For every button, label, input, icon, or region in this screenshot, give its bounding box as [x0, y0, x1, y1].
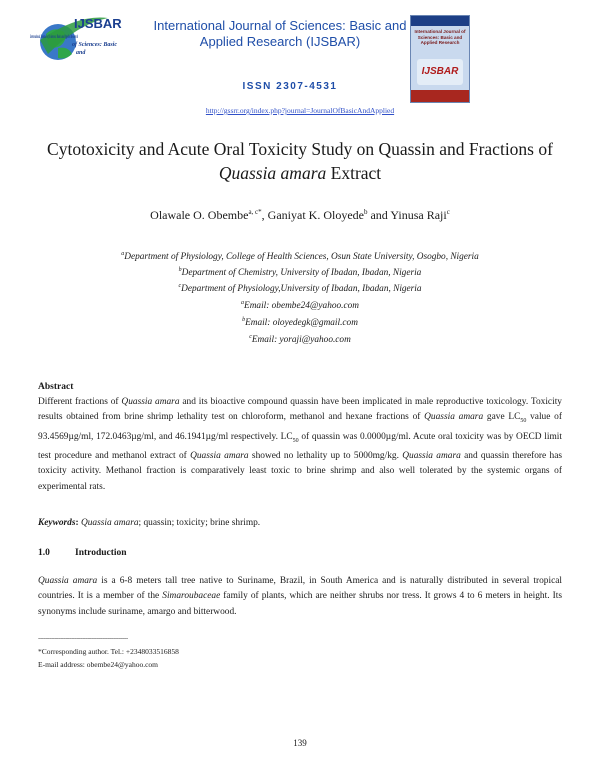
cover-top-band	[411, 16, 469, 26]
keywords	[38, 516, 562, 531]
abstract-body	[38, 395, 562, 495]
intro-text: is a 6-8 meters tall tree native to Suriname, Brazil, in South America and is naturally distributed in several tropical countries. It is a member of the	[38, 576, 562, 602]
author-sep: ,	[261, 208, 268, 222]
lc50-subscript: 50	[292, 437, 299, 444]
affil-text: Department of Physiology, College of Health Sciences, Osun State University, Osogbo, Nigeria	[124, 252, 479, 263]
abstract-species: Quassia amara	[121, 397, 180, 407]
author-sep: and	[367, 208, 391, 222]
title-suffix: Extract	[326, 163, 382, 183]
affil-sup: b	[242, 317, 246, 323]
cover-mark: IJSBAR	[417, 59, 463, 85]
author-3: Yinusa Raji	[390, 208, 447, 222]
affil-sup: a	[241, 300, 245, 306]
paper-title	[30, 137, 570, 185]
affil-sup: c	[178, 283, 182, 289]
corresponding-author-note: *Corresponding author. Tel.: +2348033516858	[38, 647, 179, 656]
journal-url-link[interactable]: http://gssrr.org/index.php?journal=JournalOfBasicAndApplied	[205, 106, 395, 115]
keywords-label: Keywords	[38, 518, 76, 528]
svg-text:of Sciences: Basic: of Sciences: Basic	[72, 42, 117, 48]
author-2-sup: b	[363, 208, 368, 216]
email-note: E-mail address: obembe24@yahoo.com	[38, 660, 158, 669]
abstract-species: Quassia amara	[190, 450, 249, 461]
intro-text: family of plants, which are neither shrubs nor tress. It grows 4 to 6 meters in height. Its synonyms include suriname, amargo and bitterwood.	[38, 591, 563, 617]
journal-title-line1: International Journal of Sciences: Basic and	[153, 18, 407, 33]
section-heading: Introduction	[75, 548, 127, 558]
introduction-body	[38, 574, 562, 620]
affil-text: Department of Chemistry, University of Ibadan, Ibadan, Nigeria	[181, 268, 422, 279]
journal-title-line2: Applied Research (IJSBAR)	[199, 34, 361, 49]
affil-sup: c	[249, 334, 252, 340]
email-c	[60, 331, 540, 347]
cover-title: International Journal of Sciences: Basic and Applied Research	[414, 29, 466, 45]
affil-text: Email: yoraji@yahoo.com	[251, 335, 351, 346]
footnote-divider: -------------------------------------------------	[38, 634, 128, 642]
email-a	[60, 297, 540, 313]
logo-subtext: International Journal of Sciences: Basic and Applied Research	[29, 34, 79, 40]
abstract-text: and quassin therefore has toxicity activity. Methanol fraction is comparatively least toxic to brine shrimp and also well tolerated by the systemic organs of experimental rats.	[38, 450, 563, 492]
abstract-text: gave LC	[483, 412, 521, 423]
affiliation-a	[60, 248, 540, 264]
author-2: Ganiyat K. Oloyede	[267, 208, 364, 222]
cover-bottom-band	[411, 90, 469, 102]
journal-logo	[29, 10, 122, 82]
affiliation-b	[60, 264, 540, 280]
journal-cover-thumbnail	[410, 15, 470, 103]
abstract-text: Different fractions of	[38, 397, 122, 407]
affil-sup: b	[178, 267, 182, 273]
abstract-species: Quassia amara	[424, 412, 484, 423]
intro-family: Simaroubaceae	[162, 591, 221, 602]
issn: ISSN 2307-4531	[242, 81, 338, 92]
abstract-text: showed no lethality up to 5000mg/kg.	[248, 450, 403, 461]
page-number: 139	[293, 738, 307, 748]
abstract-text: of quassin was 0.0000µg/ml. Acute oral toxicity was by OECD limit test procedure and methanol extract of	[38, 431, 562, 461]
abstract-text: value of 93.4569µg/ml, 172.0463µg/ml, and 46.1941µg/ml respectively. LC	[38, 412, 562, 442]
title-line1: Cytotoxicity and Acute Oral Toxicity Study on Quassin and Fractions of	[47, 139, 553, 159]
abstract-text: and its bioactive compound quassin have been implicated in male reproductive toxicology. Toxicity results obtained from brine shrimp lethality test on chloroform, methanol and hexane fractions of	[38, 397, 562, 423]
keyword-species: Quassia amara	[80, 518, 139, 528]
abstract-species: Quassia amara	[402, 450, 461, 461]
affiliation-c	[60, 280, 540, 296]
lc50-subscript: 50	[520, 418, 527, 425]
author-1: Olawale O. Obembe	[150, 208, 249, 222]
author-list	[30, 208, 570, 223]
affil-text: Email: obembe24@yahoo.com	[244, 301, 359, 312]
author-3-sup: c	[446, 208, 450, 216]
intro-species: Quassia amara	[38, 576, 98, 586]
affil-text: Department of Physiology,University of Ibadan, Ibadan, Nigeria	[181, 284, 422, 295]
author-1-sup: a, c*	[248, 208, 262, 216]
keywords-colon: :	[75, 518, 81, 528]
journal-title	[150, 18, 410, 50]
logo-text: IJSBAR	[74, 16, 122, 31]
abstract-heading: Abstract	[38, 382, 74, 392]
email-b	[60, 314, 540, 330]
svg-text:and: and	[76, 50, 86, 56]
keywords-rest: ; quassin; toxicity; brine shrimp.	[138, 518, 261, 528]
title-line2	[30, 161, 570, 185]
title-species: Quassia amara	[218, 163, 327, 183]
affil-text: Email: oloyedegk@gmail.com	[245, 318, 358, 329]
affil-sup: a	[121, 251, 125, 257]
section-number: 1.0	[38, 548, 50, 558]
